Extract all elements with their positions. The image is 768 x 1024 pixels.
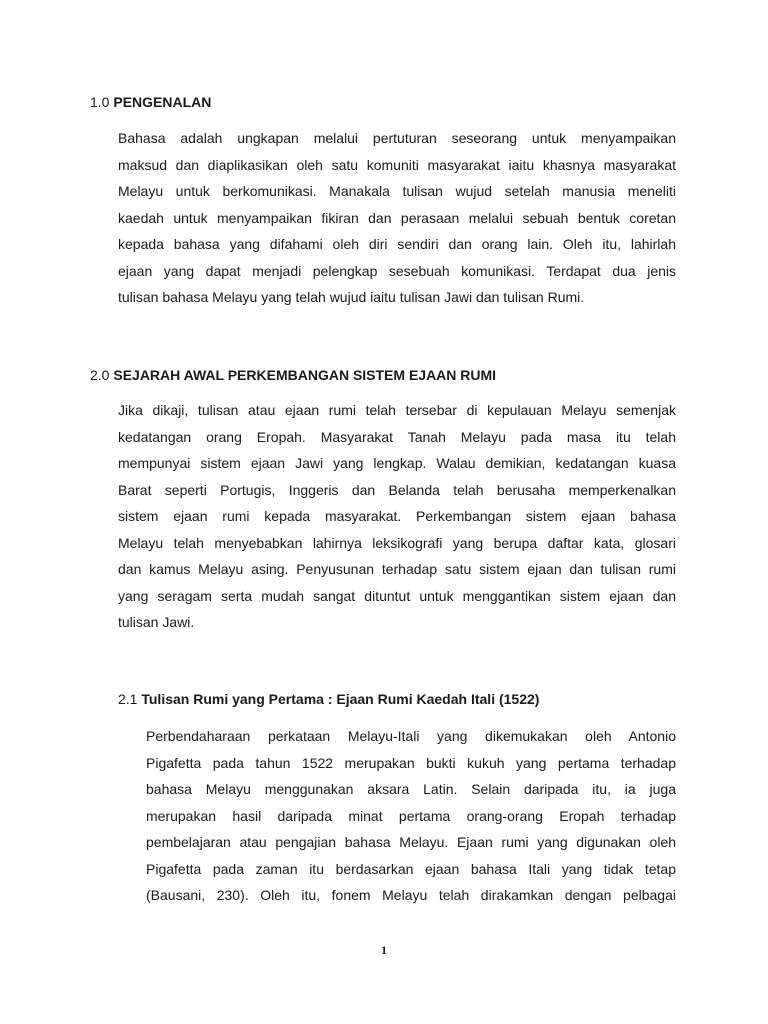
paragraph-line: yang seragam serta mudah sangat dituntut untuk menggantikan sistem ejaan dan <box>118 587 676 604</box>
paragraph-line: mempunyai sistem ejaan Jawi yang lengkap. Walau demikian, kedatangan kuasa <box>118 455 676 471</box>
paragraph-line: tulisan Jawi. <box>118 614 195 630</box>
paragraph-line: sistem ejaan rumi kepada masyarakat. Perkembangan sistem ejaan bahasa <box>118 508 676 524</box>
section-title: PENGENALAN <box>113 94 212 110</box>
paragraph-line: kaedah untuk menyampaikan fikiran dan perasaan melalui sebuah bentuk coretan <box>118 209 676 226</box>
paragraph-line: Pigafetta pada zaman itu berdasarkan ejaan bahasa Itali yang tidak tetap <box>146 860 676 877</box>
paragraph-line: Bahasa adalah ungkapan melalui pertuturan seseorang untuk menyampaikan <box>118 130 676 146</box>
paragraph-line: ejaan yang dapat menjadi pelengkap sesebuah komunikasi. Terdapat dua jenis <box>118 262 676 279</box>
paragraph-line: kedatangan orang Eropah. Masyarakat Tanah Melayu pada masa itu telah <box>118 428 676 445</box>
section-number: 2.1 <box>118 691 138 707</box>
section-title: SEJARAH AWAL PERKEMBANGAN SISTEM EJAAN RUMI <box>113 367 497 383</box>
page-number: 1 <box>381 943 387 957</box>
section-paragraph-1 <box>118 125 676 311</box>
paragraph-line: Melayu telah menyebabkan lahirnya leksikografi yang berupa daftar kata, glosari <box>118 534 676 551</box>
section-number: 2.0 <box>90 367 110 383</box>
paragraph-line: Jika dikaji, tulisan atau ejaan rumi telah tersebar di kepulauan Melayu semenjak <box>118 402 676 418</box>
paragraph-line: Barat seperti Portugis, Inggeris dan Belanda telah berusaha memperkenalkan <box>118 481 676 498</box>
section-heading-2 <box>90 366 496 384</box>
section-heading-1 <box>90 93 211 111</box>
paragraph-line: Melayu untuk berkomunikasi. Manakala tulisan wujud setelah manusia meneliti <box>118 183 676 199</box>
section-paragraph-2 <box>118 397 676 636</box>
paragraph-line: merupakan hasil daripada minat pertama orang-orang Eropah terhadap <box>146 807 676 824</box>
paragraph-line: maksud dan diaplikasikan oleh satu komuniti masyarakat iaitu khasnya masyarakat <box>118 156 676 173</box>
paragraph-line: tulisan bahasa Melayu yang telah wujud iaitu tulisan Jawi dan tulisan Rumi. <box>118 289 585 305</box>
paragraph-line: dan kamus Melayu asing. Penyusunan terhadap satu sistem ejaan dan tulisan rumi <box>118 561 676 577</box>
paragraph-line: Perbendaharaan perkataan Melayu-Itali yang dikemukakan oleh Antonio <box>146 728 676 744</box>
subsection-heading-2-1 <box>118 690 539 708</box>
paragraph-line: pembelajaran atau pengajian bahasa Melayu. Ejaan rumi yang digunakan oleh <box>146 834 676 850</box>
paragraph-line: (Bausani, 230). Oleh itu, fonem Melayu telah dirakamkan dengan pelbagai <box>146 887 676 903</box>
section-paragraph-2-1 <box>146 723 676 909</box>
paragraph-line: bahasa Melayu menggunakan aksara Latin. Selain daripada itu, ia juga <box>146 781 676 797</box>
section-number: 1.0 <box>90 94 110 110</box>
section-title: Tulisan Rumi yang Pertama : Ejaan Rumi Kaedah Itali (1522) <box>141 691 540 707</box>
paragraph-line: Pigafetta pada tahun 1522 merupakan bukti kukuh yang pertama terhadap <box>146 754 676 771</box>
paragraph-line: kepada bahasa yang difahami oleh diri sendiri dan orang lain. Oleh itu, lahirlah <box>118 236 676 252</box>
